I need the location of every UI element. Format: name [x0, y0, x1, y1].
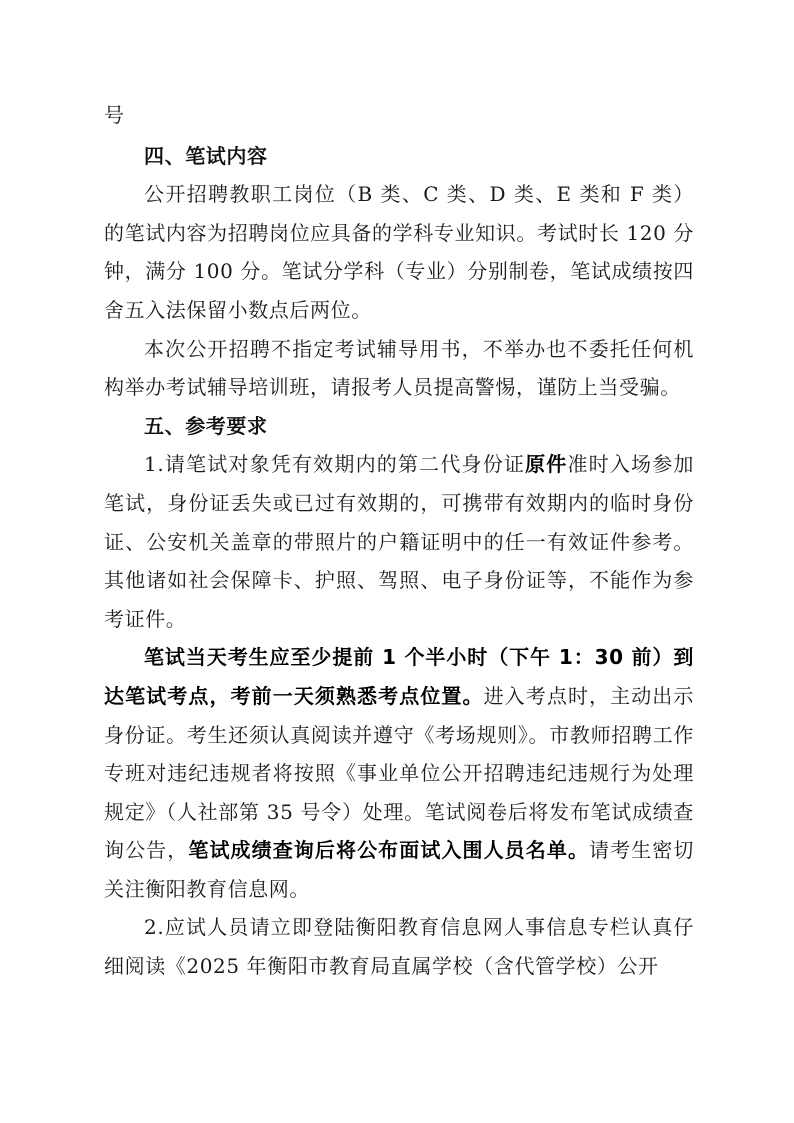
- document-body: [104, 96, 694, 986]
- follow-website-text: 请考生密切关注衡阳教育信息网。: [104, 838, 695, 901]
- section-heading-exam-requirements: 五、参考要求: [144, 413, 268, 438]
- id-requirement-text-a: 1.请笔试对象凭有效期内的第二代身份证: [144, 452, 526, 477]
- paragraph-exam-day-notice: [104, 638, 694, 908]
- paragraph-read-announcement: 2.应试人员请立即登陆衡阳教育信息网人事信息专栏认真仔细阅读《2025 年衡阳市教育局直属学校（含代管学校）公开: [104, 915, 694, 979]
- paragraph-no-tutoring: 本次公开招聘不指定考试辅导用书，不举办也不委托任何机构举办考试辅导培训班，请报考人员提高警惕，谨防上当受骗。: [104, 336, 694, 400]
- id-requirement-text-b: 准时入场参加笔试，身份证丢失或已过有效期的，可携带有效期内的临时身份证、公安机关盖章的带照片的户籍证明中的任一有效证件参考。其他诸如社会保障卡、护照、驾照、电子身份证等，不能作为参考证件。: [104, 452, 695, 631]
- section-heading-written-exam-content: 四、笔试内容: [144, 143, 268, 168]
- paragraph-exam-content: 公开招聘教职工岗位（B 类、C 类、D 类、E 类和 F 类）的笔试内容为招聘岗位应具备的学科专业知识。考试时长 120 分钟，满分 100 分。笔试分学科（专业）分别制卷，笔试成绩按四舍五入法保留小数点后两位。: [104, 182, 694, 322]
- leading-fragment: 号: [104, 103, 125, 127]
- interview-list-bold: 笔试成绩查询后将公布面试入围人员名单。: [188, 838, 590, 863]
- exam-day-notice-text: 进入考点时，主动出示身份证。考生还须认真阅读并遵守《考场规则》。市教师招聘工作专班对违纪违规者将按照《事业单位公开招聘违纪违规行为处理规定》（人社部第 35 号令）处理。笔试阅卷后将发布笔试成绩查询公告，: [104, 683, 694, 863]
- paragraph-id-requirement: [104, 445, 694, 638]
- id-requirement-bold-original: 原件: [525, 452, 568, 477]
- exam-day-notice-bold: 笔试当天考生应至少提前 1 个半小时（下午 1：30 前）到达笔试考点，考前一天须熟悉考点位置。: [104, 645, 694, 708]
